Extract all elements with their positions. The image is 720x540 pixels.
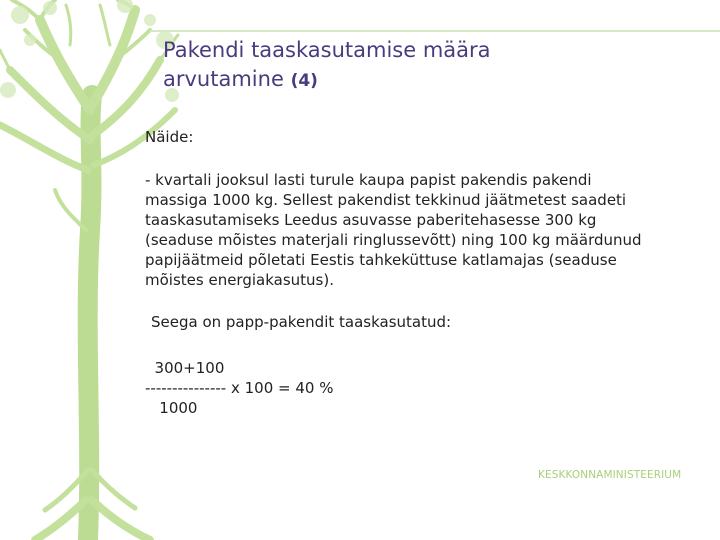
title-line-2: arvutamine xyxy=(163,67,284,91)
title-number: (4) xyxy=(290,71,318,91)
ministry-logo-text: KESKKONNAMINISTEERIUM xyxy=(538,469,682,481)
conclusion-text: Seega on papp-pakendit taaskasutatud: xyxy=(151,313,452,331)
top-divider xyxy=(150,30,720,32)
slide-title xyxy=(163,36,683,96)
example-label: Näide: xyxy=(145,128,194,146)
formula: 300+100 --------------- x 100 = 40 % 1000 xyxy=(145,359,334,417)
example-paragraph: - kvartali jooksul lasti turule kaupa papist pakendis pakendi massiga 1000 kg. Sellest pakendist tekkinud jäätmetest saadeti taaskasutamiseks Leedus asuvasse paberitehasesse 300 kg (seaduse mõistes materjali ringlussevõtt) ning 100 kg määrdunud papijäätmeid põletati Eestis tahkeküttuse katlamajas (seaduse mõistes energiakasutus). xyxy=(145,171,642,289)
title-line-1: Pakendi taaskasutamise määra xyxy=(163,38,491,62)
